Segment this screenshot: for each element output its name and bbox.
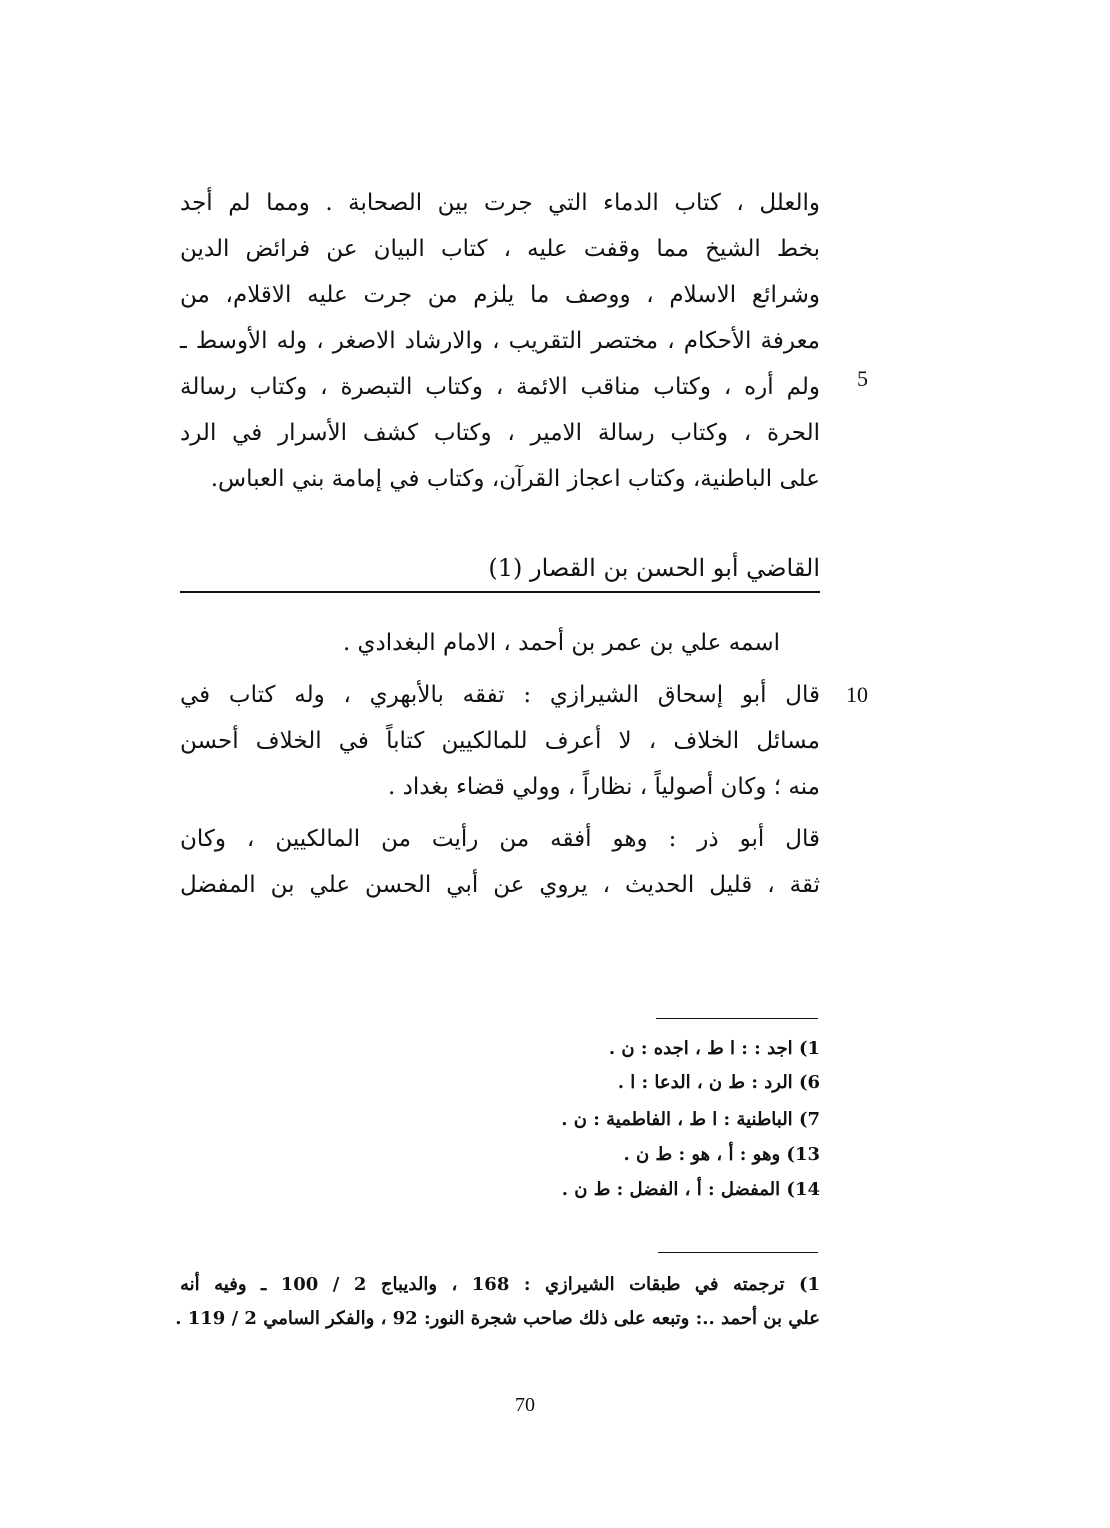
text-line: الحرة ، وكتاب رسالة الامير ، وكتاب كشف الأسرار في الرد (180, 420, 820, 446)
footnote-line: 1) ترجمته في طبقات الشيرازي : 168 ، والديباج 2 / 100 ـ وفيه أنه (180, 1274, 821, 1295)
text-line: قال أبو ذر : وهو أفقه من رأيت من المالكيين ، وكان (180, 826, 820, 852)
page-number: 70 (515, 1394, 535, 1416)
variant-reading: 7) الباطنية : ا ط ، الفاطمية : ن . (561, 1109, 820, 1130)
footnote-divider (658, 1252, 818, 1253)
section-heading: القاضي أبو الحسن بن القصار (1) (180, 548, 820, 593)
variant-reading: 6) الرد : ط ن ، الدعا : ا . (617, 1072, 820, 1093)
text-line: قال أبو إسحاق الشيرازي : تفقه بالأبهري ، وله كتاب في (180, 682, 820, 708)
text-line: ثقة ، قليل الحديث ، يروي عن أبي الحسن علي بن المفضل (180, 872, 820, 898)
variant-reading: 14) المفضل : أ ، الفضل : ط ن . (561, 1179, 820, 1200)
line-number-marker: 5 (857, 366, 868, 391)
variant-reading: 1) اجد : : ا ط ، اجده : ن . (608, 1038, 820, 1059)
text-line: ولم أره ، وكتاب مناقب الائمة ، وكتاب التبصرة ، وكتاب رسالة (180, 374, 820, 400)
footnote-line: علي بن أحمد ..: وتبعه على ذلك صاحب شجرة النور: 92 ، والفكر السامي 2 / 119 . (175, 1308, 820, 1329)
text-line: اسمه علي بن عمر بن أحمد ، الامام البغدادي . (342, 630, 780, 656)
text-line: بخط الشيخ مما وقفت عليه ، كتاب البيان عن فرائض الدين (180, 236, 820, 262)
variant-reading: 13) وهو : أ ، هو : ط ن . (623, 1144, 820, 1165)
text-line: معرفة الأحكام ، مختصر التقريب ، والارشاد الاصغر ، وله الأوسط ـ (180, 328, 820, 354)
text-line: مسائل الخلاف ، لا أعرف للمالكيين كتاباً في الخلاف أحسن (180, 728, 820, 754)
text-line: وشرائع الاسلام ، ووصف ما يلزم من جرت عليه الاقلام، من (180, 282, 820, 308)
text-line: على الباطنية، وكتاب اعجاز القرآن، وكتاب في إمامة بني العباس. (210, 466, 820, 492)
line-number-marker: 10 (846, 682, 868, 707)
footnote-divider (656, 1018, 818, 1019)
text-line: منه ؛ وكان أصولياً ، نظاراً ، وولي قضاء بغداد . (387, 774, 820, 800)
text-line: والعلل ، كتاب الدماء التي جرت بين الصحابة . ومما لم أجد (180, 190, 820, 216)
